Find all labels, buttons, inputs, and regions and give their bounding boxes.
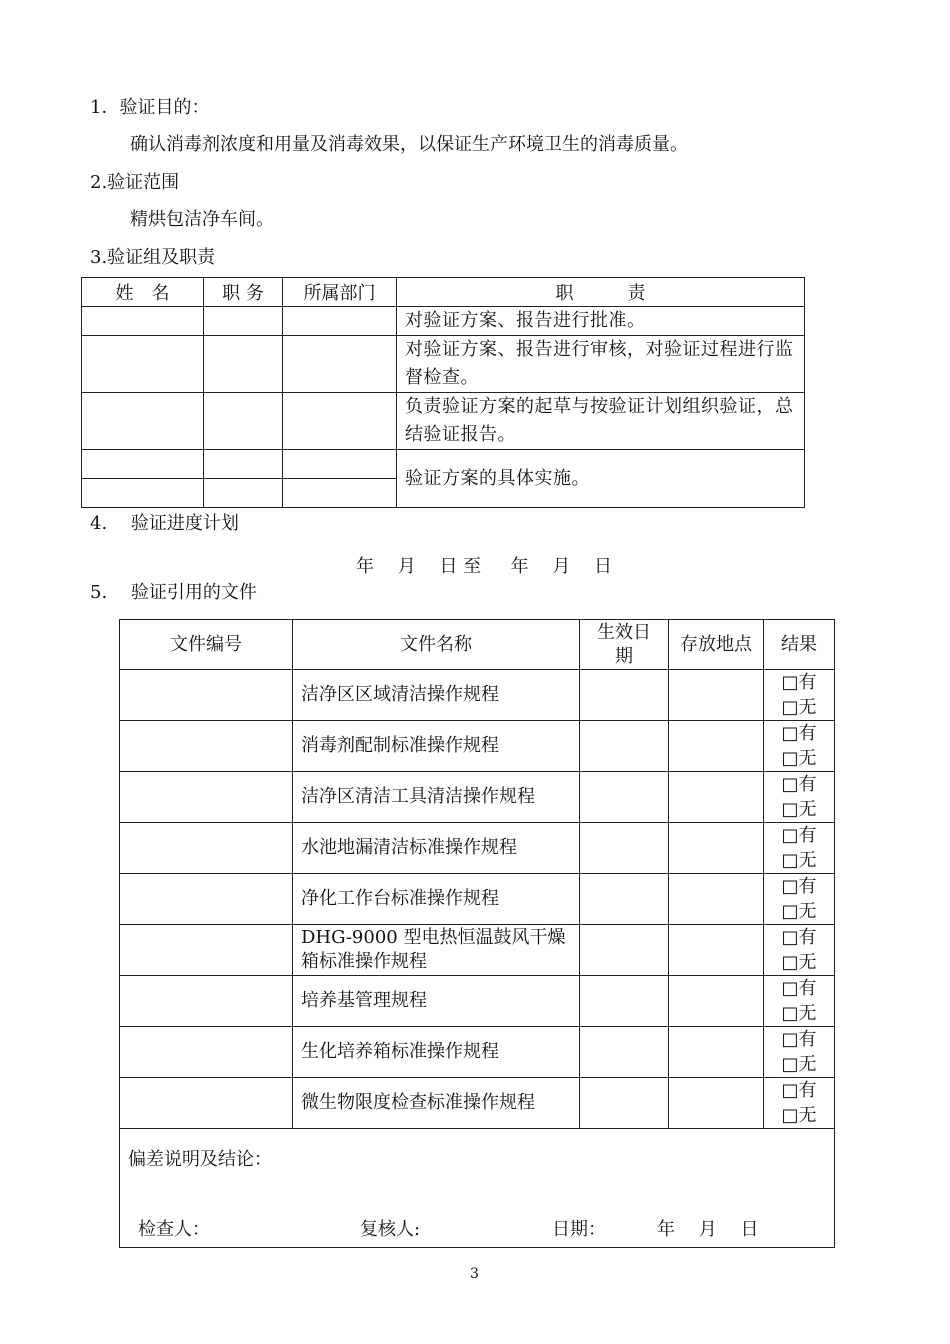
result-cell bbox=[764, 874, 835, 925]
result-yes-checkbox[interactable]: □有 bbox=[781, 927, 817, 948]
section-3-heading: 3.验证组及职责 bbox=[90, 247, 216, 268]
team-row bbox=[82, 393, 805, 450]
section-2-body: 精烘包洁净车间。 bbox=[130, 209, 274, 230]
section-1-body: 确认消毒剂浓度和用量及消毒效果，以保证生产环境卫生的消毒质量。 bbox=[130, 134, 688, 155]
file-row bbox=[120, 1078, 835, 1129]
location-cell[interactable] bbox=[669, 976, 764, 1027]
location-cell[interactable] bbox=[669, 874, 764, 925]
header-position: 职 务 bbox=[204, 278, 283, 307]
doc-number-cell[interactable] bbox=[120, 874, 293, 925]
result-no-checkbox[interactable]: □无 bbox=[781, 850, 817, 871]
result-cell bbox=[764, 976, 835, 1027]
team-table bbox=[81, 277, 805, 508]
position-cell[interactable] bbox=[204, 479, 283, 508]
file-rows bbox=[120, 670, 835, 1129]
effective-date-cell[interactable] bbox=[580, 925, 669, 976]
result-cell bbox=[764, 670, 835, 721]
doc-name-cell: DHG-9000 型电热恒温鼓风干燥箱标准操作规程 bbox=[293, 925, 580, 976]
effective-date-cell[interactable] bbox=[580, 1027, 669, 1078]
doc-name-cell: 消毒剂配制标准操作规程 bbox=[293, 721, 580, 772]
result-no-checkbox[interactable]: □无 bbox=[781, 1054, 817, 1075]
location-cell[interactable] bbox=[669, 1027, 764, 1078]
page-number: 3 bbox=[470, 1266, 479, 1282]
location-cell[interactable] bbox=[669, 772, 764, 823]
position-cell[interactable] bbox=[204, 393, 283, 450]
header-doc-name: 文件名称 bbox=[293, 620, 580, 670]
section-5-heading: 5. 验证引用的文件 bbox=[90, 582, 257, 603]
header-effective-date: 生效日期 bbox=[580, 620, 669, 670]
doc-number-cell[interactable] bbox=[120, 1078, 293, 1129]
date-blank: 年 月 日 bbox=[657, 1219, 759, 1240]
location-cell[interactable] bbox=[669, 1078, 764, 1129]
file-row bbox=[120, 772, 835, 823]
section-1-heading: 1．验证目的： bbox=[90, 97, 210, 118]
name-cell[interactable] bbox=[82, 479, 204, 508]
location-cell[interactable] bbox=[669, 925, 764, 976]
effective-date-cell[interactable] bbox=[580, 874, 669, 925]
position-cell[interactable] bbox=[204, 336, 283, 393]
result-cell bbox=[764, 721, 835, 772]
doc-number-cell[interactable] bbox=[120, 670, 293, 721]
header-doc-number: 文件编号 bbox=[120, 620, 293, 670]
date-label: 日期： bbox=[552, 1219, 606, 1240]
department-cell[interactable] bbox=[283, 307, 397, 336]
name-cell[interactable] bbox=[82, 307, 204, 336]
result-yes-checkbox[interactable]: □有 bbox=[781, 1080, 817, 1101]
effective-date-cell[interactable] bbox=[580, 1078, 669, 1129]
result-yes-checkbox[interactable]: □有 bbox=[781, 672, 817, 693]
result-no-checkbox[interactable]: □无 bbox=[781, 748, 817, 769]
section-2-heading: 2.验证范围 bbox=[90, 172, 180, 193]
section-4-heading: 4. 验证进度计划 bbox=[90, 513, 239, 534]
conclusion-label: 偏差说明及结论： bbox=[128, 1149, 272, 1170]
effective-date-cell[interactable] bbox=[580, 823, 669, 874]
result-cell bbox=[764, 772, 835, 823]
effective-date-cell[interactable] bbox=[580, 772, 669, 823]
duty-cell: 负责验证方案的起草与按验证计划组织验证，总结验证报告。 bbox=[397, 393, 805, 450]
department-cell[interactable] bbox=[283, 450, 397, 479]
result-yes-checkbox[interactable]: □有 bbox=[781, 978, 817, 999]
doc-name-cell: 微生物限度检查标准操作规程 bbox=[293, 1078, 580, 1129]
effective-date-cell[interactable] bbox=[580, 976, 669, 1027]
file-row bbox=[120, 925, 835, 976]
doc-name-cell: 净化工作台标准操作规程 bbox=[293, 874, 580, 925]
team-row bbox=[82, 450, 805, 479]
result-yes-checkbox[interactable]: □有 bbox=[781, 876, 817, 897]
doc-number-cell[interactable] bbox=[120, 925, 293, 976]
doc-name-cell: 洁净区清洁工具清洁操作规程 bbox=[293, 772, 580, 823]
result-no-checkbox[interactable]: □无 bbox=[781, 799, 817, 820]
effective-date-cell[interactable] bbox=[580, 670, 669, 721]
result-no-checkbox[interactable]: □无 bbox=[781, 901, 817, 922]
result-yes-checkbox[interactable]: □有 bbox=[781, 1029, 817, 1050]
duty-cell: 验证方案的具体实施。 bbox=[397, 450, 805, 508]
file-row bbox=[120, 1027, 835, 1078]
result-no-checkbox[interactable]: □无 bbox=[781, 1105, 817, 1126]
checker-label: 检查人： bbox=[138, 1219, 210, 1240]
reviewer-label: 复核人: bbox=[360, 1219, 421, 1240]
header-name: 姓 名 bbox=[82, 278, 204, 307]
result-no-checkbox[interactable]: □无 bbox=[781, 952, 817, 973]
duty-cell: 对验证方案、报告进行审核，对验证过程进行监督检查。 bbox=[397, 336, 805, 393]
file-row bbox=[120, 874, 835, 925]
doc-name-cell: 洁净区区域清洁操作规程 bbox=[293, 670, 580, 721]
location-cell[interactable] bbox=[669, 670, 764, 721]
name-cell[interactable] bbox=[82, 336, 204, 393]
file-row bbox=[120, 670, 835, 721]
schedule-dates: 年 月 日 至 年 月 日 bbox=[356, 556, 613, 577]
department-cell[interactable] bbox=[283, 393, 397, 450]
doc-number-cell[interactable] bbox=[120, 772, 293, 823]
location-cell[interactable] bbox=[669, 823, 764, 874]
file-row bbox=[120, 976, 835, 1027]
header-result: 结果 bbox=[764, 620, 835, 670]
team-header-row bbox=[82, 278, 805, 307]
doc-number-cell[interactable] bbox=[120, 976, 293, 1027]
doc-number-cell[interactable] bbox=[120, 721, 293, 772]
result-cell bbox=[764, 823, 835, 874]
department-cell[interactable] bbox=[283, 479, 397, 508]
header-duty: 职 责 bbox=[397, 278, 805, 307]
header-location: 存放地点 bbox=[669, 620, 764, 670]
result-yes-checkbox[interactable]: □有 bbox=[781, 774, 817, 795]
doc-name-cell: 生化培养箱标准操作规程 bbox=[293, 1027, 580, 1078]
result-cell bbox=[764, 925, 835, 976]
name-cell[interactable] bbox=[82, 393, 204, 450]
name-cell[interactable] bbox=[82, 450, 204, 479]
result-no-checkbox[interactable]: □无 bbox=[781, 1003, 817, 1024]
result-no-checkbox[interactable]: □无 bbox=[781, 697, 817, 718]
result-cell bbox=[764, 1078, 835, 1129]
team-row bbox=[82, 307, 805, 336]
files-table bbox=[119, 619, 835, 1248]
position-cell[interactable] bbox=[204, 450, 283, 479]
team-row bbox=[82, 336, 805, 393]
doc-number-cell[interactable] bbox=[120, 1027, 293, 1078]
result-yes-checkbox[interactable]: □有 bbox=[781, 723, 817, 744]
result-yes-checkbox[interactable]: □有 bbox=[781, 825, 817, 846]
department-cell[interactable] bbox=[283, 336, 397, 393]
files-header-row bbox=[120, 620, 835, 670]
file-row bbox=[120, 823, 835, 874]
doc-name-cell: 水池地漏清洁标准操作规程 bbox=[293, 823, 580, 874]
header-department: 所属部门 bbox=[283, 278, 397, 307]
effective-date-cell[interactable] bbox=[580, 721, 669, 772]
doc-number-cell[interactable] bbox=[120, 823, 293, 874]
location-cell[interactable] bbox=[669, 721, 764, 772]
file-row bbox=[120, 721, 835, 772]
duty-cell: 对验证方案、报告进行批准。 bbox=[397, 307, 805, 336]
result-cell bbox=[764, 1027, 835, 1078]
position-cell[interactable] bbox=[204, 307, 283, 336]
doc-name-cell: 培养基管理规程 bbox=[293, 976, 580, 1027]
